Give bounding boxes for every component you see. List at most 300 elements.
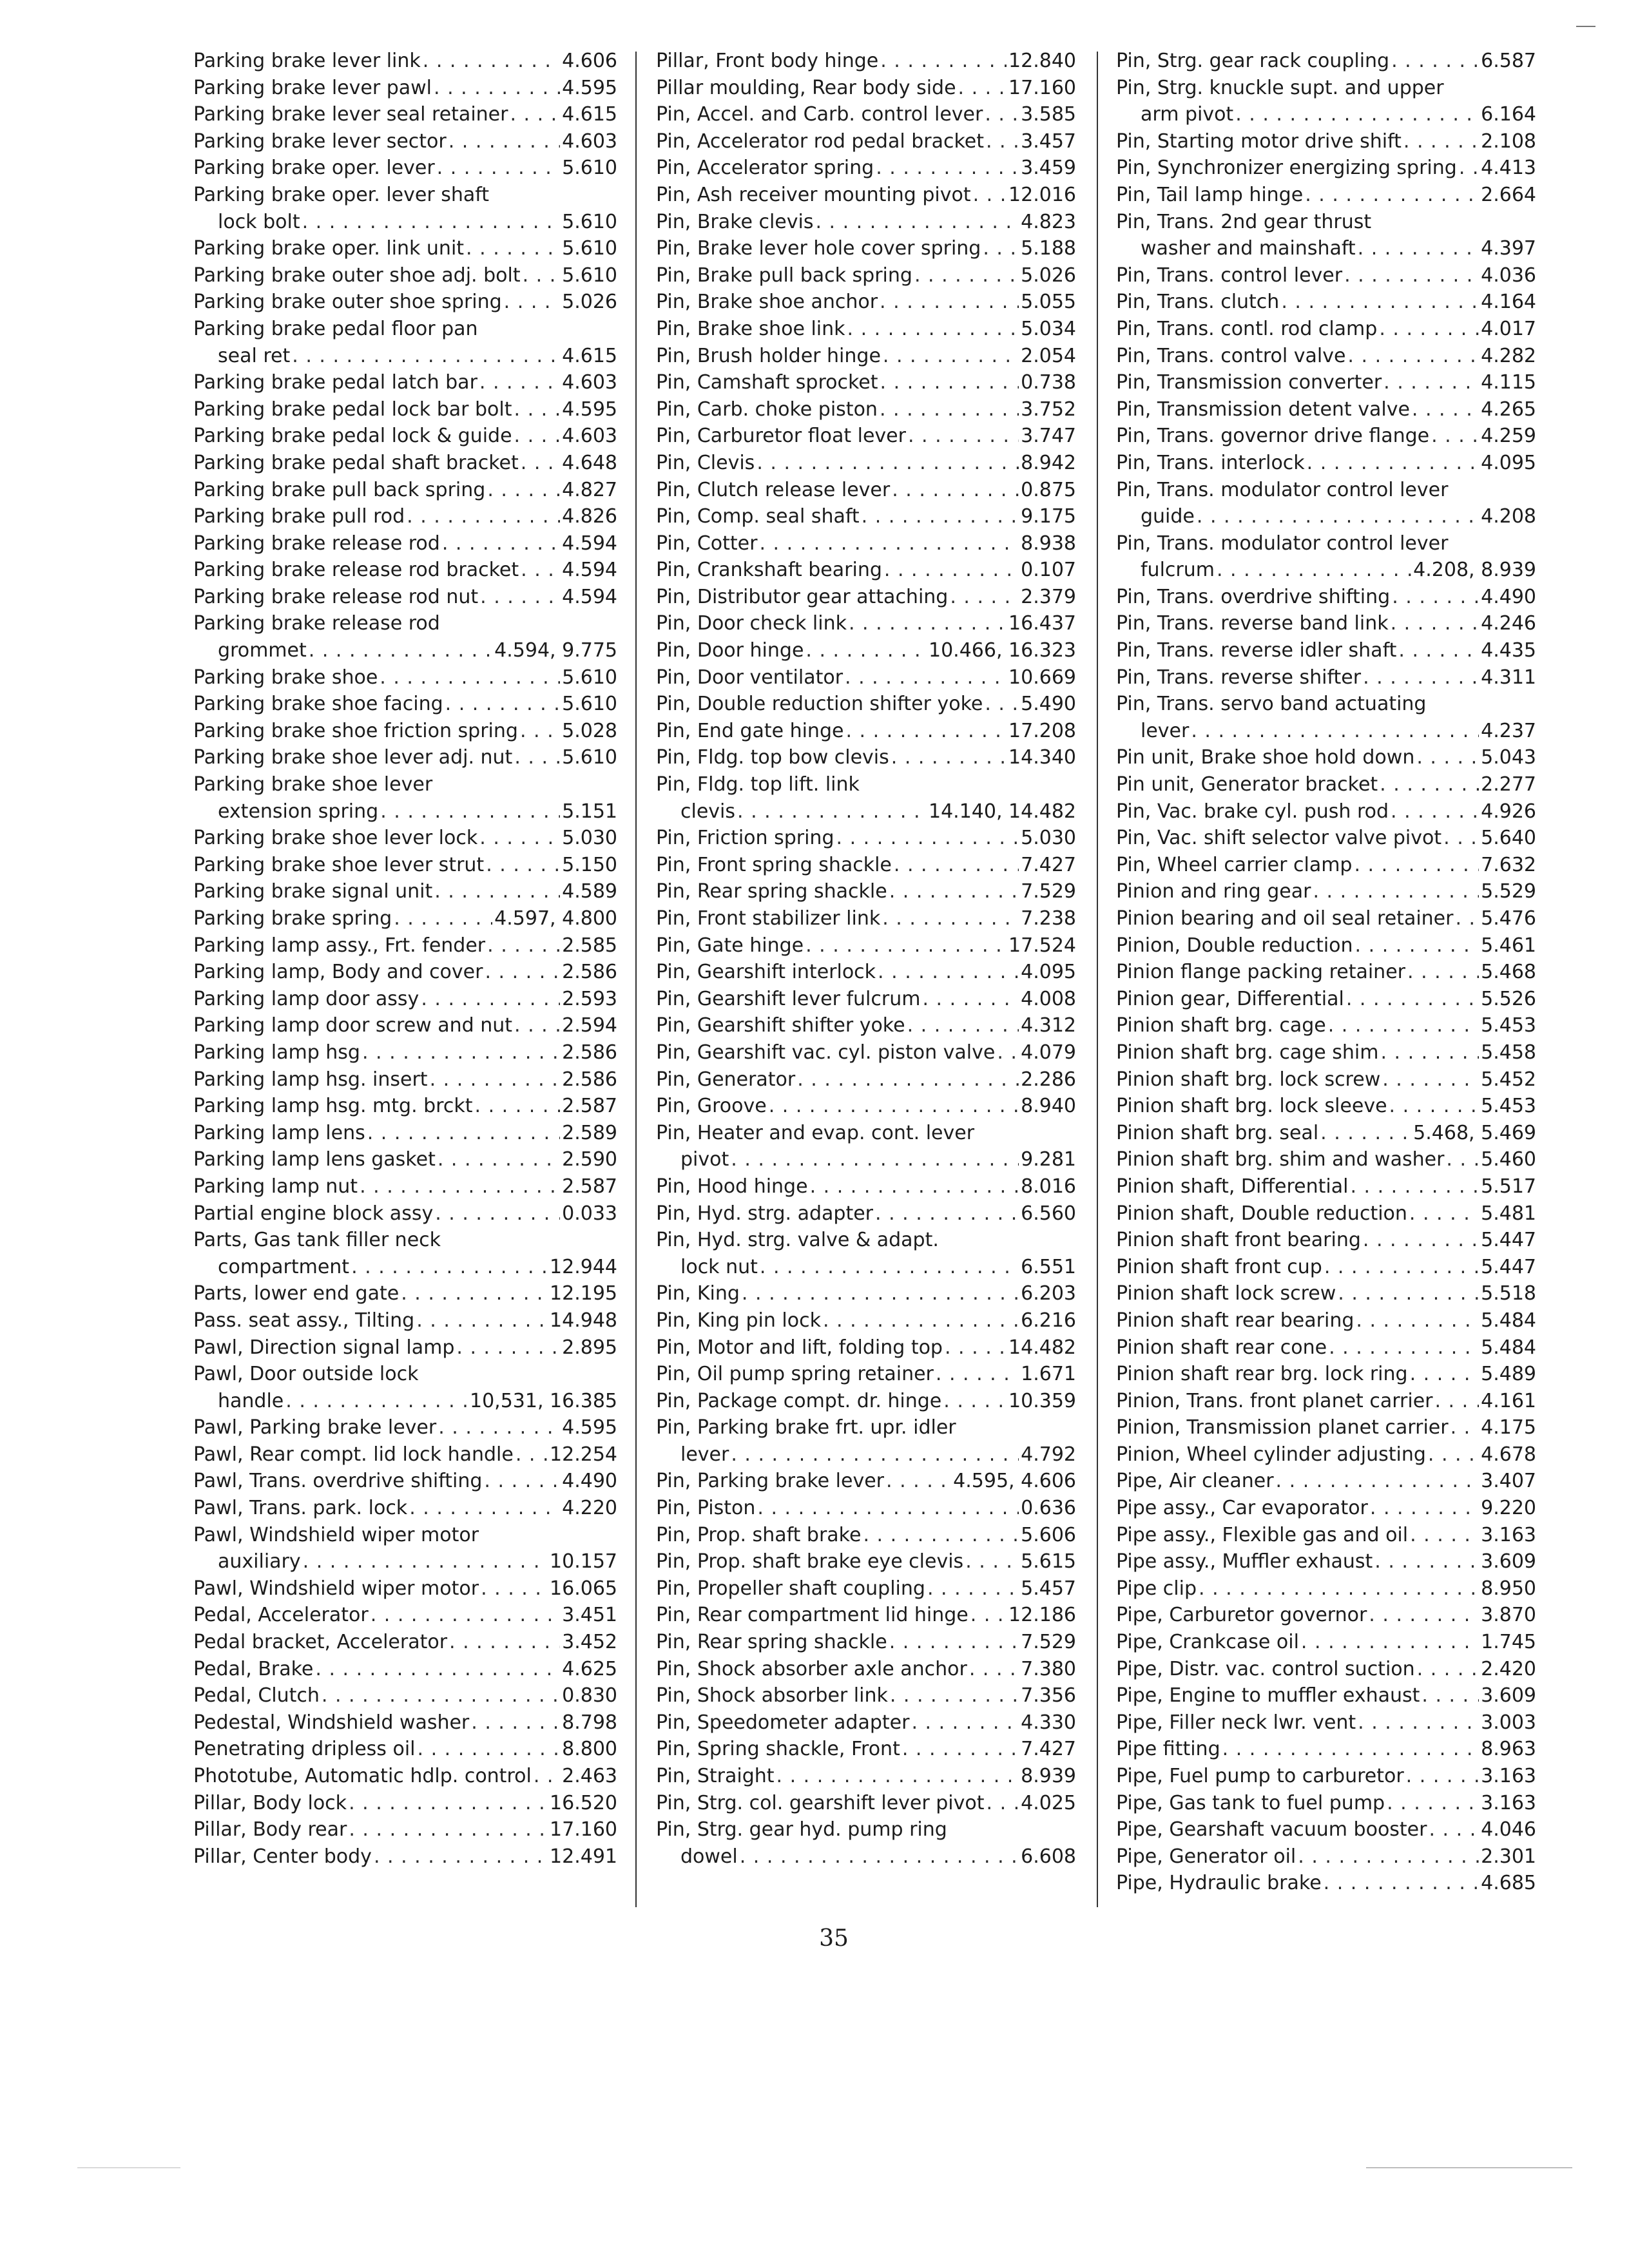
dot-leader bbox=[950, 584, 1019, 611]
entry-label: Pinion, Wheel cylinder adjusting bbox=[1116, 1443, 1426, 1466]
dot-leader bbox=[1324, 1870, 1479, 1897]
entry-label: Parking brake outer shoe adj. bolt bbox=[193, 264, 521, 287]
entry-label: Parking brake lever sector bbox=[193, 130, 447, 153]
entry-page-ref: 5.484 bbox=[1481, 1309, 1536, 1332]
entry-page-ref: 4.826 bbox=[562, 505, 617, 528]
entry-page-ref: 17.160 bbox=[1008, 76, 1076, 99]
index-entry bbox=[1116, 1227, 1536, 1254]
index-entry bbox=[656, 1066, 1076, 1093]
index-column-2 bbox=[656, 48, 1076, 1870]
entry-page-ref: 2.587 bbox=[562, 1175, 617, 1198]
entry-label: Pin, Propeller shaft coupling bbox=[656, 1577, 925, 1600]
index-entry bbox=[1116, 1146, 1536, 1173]
entry-label: Pin, Rear spring shackle bbox=[656, 880, 887, 903]
entry-page-ref: 5.043 bbox=[1481, 746, 1536, 769]
entry-page-ref: 5.030 bbox=[562, 827, 617, 850]
entry-label-continued: lock bolt bbox=[218, 210, 300, 233]
scan-mark bbox=[1366, 2167, 1572, 2168]
entry-page-ref: 14.140, 14.482 bbox=[928, 800, 1076, 823]
entry-label: Pin, Starting motor drive shift bbox=[1116, 130, 1402, 153]
dot-leader bbox=[445, 691, 560, 718]
entry-label: Pin, Accel. and Carb. control lever bbox=[656, 103, 983, 126]
index-entry bbox=[193, 369, 617, 396]
dot-leader bbox=[514, 744, 560, 771]
index-entry bbox=[1116, 1656, 1536, 1683]
entry-label-continued: seal ret bbox=[218, 344, 291, 367]
entry-page-ref: 7.238 bbox=[1021, 907, 1076, 930]
entry-label: Pinion shaft rear bearing bbox=[1116, 1309, 1354, 1332]
index-entry bbox=[193, 852, 617, 879]
index-entry bbox=[1116, 771, 1536, 798]
index-entry bbox=[1116, 262, 1536, 289]
index-entry bbox=[193, 1173, 617, 1200]
index-entry bbox=[656, 1280, 1076, 1307]
index-entry bbox=[193, 477, 617, 504]
dot-leader bbox=[890, 1682, 1019, 1709]
entry-page-ref: 4.208 bbox=[1481, 505, 1536, 528]
entry-page-ref: 2.587 bbox=[562, 1095, 617, 1118]
entry-label: Pin, Distributor gear attaching bbox=[656, 585, 949, 608]
entry-label: Pin, Front spring shackle bbox=[656, 853, 892, 876]
entry-page-ref: 5.615 bbox=[1021, 1550, 1076, 1573]
dot-leader bbox=[1305, 182, 1479, 209]
dot-leader bbox=[362, 1039, 560, 1066]
entry-page-ref: 5.610 bbox=[562, 746, 617, 769]
dot-leader bbox=[1451, 1414, 1480, 1441]
index-entry bbox=[1116, 905, 1536, 932]
index-entry bbox=[656, 1629, 1076, 1656]
index-entry bbox=[193, 1816, 617, 1843]
entry-page-ref: 3.407 bbox=[1481, 1470, 1536, 1493]
entry-page-ref: 4.603 bbox=[562, 425, 617, 448]
dot-leader bbox=[1347, 343, 1479, 370]
dot-leader bbox=[1422, 1682, 1479, 1709]
entry-label: Pin, Front stabilizer link bbox=[656, 907, 881, 930]
entry-page-ref: 2.586 bbox=[562, 1041, 617, 1064]
entry-label: Pinion shaft brg. cage bbox=[1116, 1014, 1326, 1037]
entry-label: Pin, Strg. col. gearshift lever pivot bbox=[656, 1791, 985, 1814]
entry-label: Parking brake pedal floor pan bbox=[193, 317, 478, 340]
entry-page-ref: 2.277 bbox=[1481, 773, 1536, 796]
dot-leader bbox=[1328, 1012, 1479, 1039]
entry-page-ref: 4.246 bbox=[1481, 612, 1536, 635]
dot-leader bbox=[1191, 718, 1479, 745]
entry-page-ref: 2.594 bbox=[562, 1014, 617, 1037]
entry-label: Parking brake shoe lever adj. nut bbox=[193, 746, 513, 769]
dot-leader bbox=[882, 905, 1019, 932]
entry-label: Pin, Door check link bbox=[656, 612, 847, 635]
entry-page-ref: 16.437 bbox=[1008, 612, 1076, 635]
dot-leader bbox=[1374, 1548, 1479, 1575]
entry-label: Pin, Trans. modulator control lever bbox=[1116, 532, 1449, 555]
entry-label: Parking brake pedal lock & guide bbox=[193, 425, 512, 448]
entry-page-ref: 4.220 bbox=[562, 1497, 617, 1520]
dot-leader bbox=[1313, 878, 1479, 905]
entry-label: Pin, Spring shackle, Front bbox=[656, 1738, 900, 1761]
index-entry bbox=[1116, 1012, 1536, 1039]
entry-label: Pipe assy., Flexible gas and oil bbox=[1116, 1523, 1409, 1546]
index-entry bbox=[656, 637, 1076, 664]
entry-page-ref: 5.468 bbox=[1481, 961, 1536, 984]
entry-label-continued: lever bbox=[1141, 719, 1190, 742]
entry-page-ref: 4.175 bbox=[1481, 1416, 1536, 1439]
index-entry bbox=[1116, 1066, 1536, 1093]
entry-label: Pawl, Windshield wiper motor bbox=[193, 1577, 479, 1600]
entry-page-ref: 4.603 bbox=[562, 371, 617, 394]
entry-label: Pin, Prop. shaft brake bbox=[656, 1523, 862, 1546]
dot-leader bbox=[1197, 503, 1479, 530]
dot-leader bbox=[371, 1602, 560, 1629]
index-entry bbox=[656, 101, 1076, 128]
dot-leader bbox=[1392, 584, 1479, 611]
index-entry bbox=[193, 1843, 617, 1870]
entry-label: Pin unit, Brake shoe hold down bbox=[1116, 746, 1415, 769]
index-entry bbox=[193, 718, 617, 745]
entry-label: Pin, Trans. interlock bbox=[1116, 451, 1305, 474]
index-entry bbox=[1116, 289, 1536, 316]
dot-leader bbox=[523, 262, 561, 289]
entry-label: Parking brake lever pawl bbox=[193, 76, 432, 99]
dot-leader bbox=[880, 48, 1007, 75]
entry-page-ref: 4.589 bbox=[562, 880, 617, 903]
entry-label: Pinion shaft front cup bbox=[1116, 1255, 1322, 1278]
index-entry bbox=[656, 584, 1076, 611]
entry-label: Pipe clip bbox=[1116, 1577, 1197, 1600]
entry-page-ref: 4.237 bbox=[1481, 719, 1536, 742]
index-entry bbox=[656, 1334, 1076, 1361]
dot-leader bbox=[849, 610, 1007, 637]
entry-page-ref: 3.870 bbox=[1481, 1604, 1536, 1627]
index-entry bbox=[193, 316, 617, 369]
index-entry bbox=[1116, 1629, 1536, 1656]
entry-label: Parking lamp door assy bbox=[193, 987, 419, 1010]
entry-page-ref: 5.481 bbox=[1481, 1202, 1536, 1225]
entry-page-ref: 4.330 bbox=[1021, 1711, 1076, 1734]
entry-label: Pin, Straight bbox=[656, 1765, 775, 1787]
index-entry bbox=[1116, 610, 1536, 637]
entry-label-continued: compartment bbox=[218, 1255, 350, 1278]
index-entry bbox=[656, 75, 1076, 102]
entry-label: Phototube, Automatic hdlp. control bbox=[193, 1765, 532, 1787]
dot-leader bbox=[1380, 771, 1479, 798]
entry-page-ref: 7.380 bbox=[1021, 1657, 1076, 1680]
entry-label: Pin, Trans. contl. rod clamp bbox=[1116, 317, 1378, 340]
dot-leader bbox=[1369, 1602, 1479, 1629]
index-entry bbox=[193, 1763, 617, 1790]
index-entry bbox=[656, 1173, 1076, 1200]
dot-leader bbox=[1446, 1146, 1479, 1173]
entry-label: Parking brake release rod bbox=[193, 532, 440, 555]
index-entry bbox=[193, 1790, 617, 1817]
entry-page-ref: 4.311 bbox=[1481, 666, 1536, 689]
index-entry bbox=[193, 584, 617, 611]
dot-leader bbox=[367, 1120, 560, 1147]
dot-leader bbox=[475, 1093, 561, 1120]
entry-page-ref: 5.529 bbox=[1481, 880, 1536, 903]
entry-page-ref: 5.453 bbox=[1481, 1014, 1536, 1037]
index-entry bbox=[1116, 450, 1536, 477]
entry-label: Pin, Trans. modulator control lever bbox=[1116, 478, 1449, 501]
entry-label: Pin, Trans. control lever bbox=[1116, 264, 1343, 287]
entry-page-ref: 10.669 bbox=[1008, 666, 1076, 689]
dot-leader bbox=[466, 235, 560, 262]
entry-page-ref: 3.163 bbox=[1481, 1791, 1536, 1814]
dot-leader bbox=[510, 101, 560, 128]
entry-page-ref: 4.625 bbox=[562, 1657, 617, 1680]
index-column-3 bbox=[1116, 48, 1536, 1897]
dot-leader bbox=[449, 1629, 560, 1656]
entry-page-ref: 6.560 bbox=[1021, 1202, 1076, 1225]
index-entry bbox=[656, 771, 1076, 825]
dot-leader bbox=[456, 1334, 560, 1361]
dot-leader bbox=[1338, 1280, 1479, 1307]
index-entry bbox=[1116, 798, 1536, 825]
dot-leader bbox=[862, 503, 1019, 530]
entry-page-ref: 4.792 bbox=[1021, 1443, 1076, 1466]
entry-page-ref: 3.752 bbox=[1021, 398, 1076, 421]
index-entry bbox=[656, 1495, 1076, 1522]
dot-leader bbox=[1416, 744, 1479, 771]
entry-label: Penetrating dripless oil bbox=[193, 1738, 416, 1761]
entry-label: Pin, Ash receiver mounting pivot bbox=[656, 183, 971, 206]
entry-page-ref: 8.800 bbox=[562, 1738, 617, 1761]
dot-leader bbox=[1346, 986, 1479, 1013]
index-entry bbox=[656, 343, 1076, 370]
entry-page-ref: 2.589 bbox=[562, 1121, 617, 1144]
entry-page-ref: 7.529 bbox=[1021, 880, 1076, 903]
index-entry bbox=[193, 771, 617, 825]
dot-leader bbox=[1199, 1575, 1479, 1602]
entry-label: Pedal, Accelerator bbox=[193, 1604, 369, 1627]
dot-leader bbox=[471, 1709, 560, 1736]
entry-page-ref: 3.459 bbox=[1021, 157, 1076, 180]
entry-label-continued: grommet bbox=[218, 639, 307, 662]
entry-page-ref: 2.286 bbox=[1021, 1068, 1076, 1091]
entry-label-continued: arm pivot bbox=[1141, 103, 1234, 126]
entry-label-continued: fulcrum bbox=[1141, 559, 1215, 582]
dot-leader bbox=[880, 289, 1019, 316]
index-entry bbox=[193, 182, 617, 235]
dot-leader bbox=[1428, 1441, 1479, 1468]
index-entry bbox=[193, 959, 617, 986]
dot-leader bbox=[315, 1656, 560, 1683]
entry-page-ref: 4.603 bbox=[562, 130, 617, 153]
entry-label: Pin, Wheel carrier clamp bbox=[1116, 853, 1353, 876]
index-entry bbox=[1116, 1414, 1536, 1441]
index-entry bbox=[1116, 959, 1536, 986]
entry-label: Parking brake shoe friction spring bbox=[193, 719, 518, 742]
entry-label: Pin, Parking brake frt. upr. idler bbox=[656, 1416, 956, 1439]
index-entry bbox=[656, 1575, 1076, 1602]
dot-leader bbox=[1391, 798, 1479, 825]
dot-leader bbox=[927, 1575, 1019, 1602]
entry-label: Pillar, Body rear bbox=[193, 1818, 347, 1841]
entry-page-ref: 1.745 bbox=[1481, 1631, 1536, 1654]
entry-label: Pin, Crankshaft bearing bbox=[656, 559, 882, 582]
entry-label: Pedal, Clutch bbox=[193, 1684, 320, 1707]
entry-page-ref: 5.188 bbox=[1021, 237, 1076, 260]
entry-label: Parking brake pull rod bbox=[193, 505, 405, 528]
entry-page-ref: 4.095 bbox=[1481, 451, 1536, 474]
entry-page-ref: 12.254 bbox=[550, 1443, 617, 1466]
entry-page-ref: 4.312 bbox=[1021, 1014, 1076, 1037]
entry-label: Pin, Comp. seal shaft bbox=[656, 505, 860, 528]
entry-label-continued: clevis bbox=[680, 800, 736, 823]
entry-label: Pipe, Carburetor governor bbox=[1116, 1604, 1367, 1627]
entry-label: Parking brake shoe facing bbox=[193, 693, 443, 716]
index-entry bbox=[193, 1736, 617, 1763]
entry-page-ref: 0.636 bbox=[1021, 1497, 1076, 1520]
entry-label: Pin, Generator bbox=[656, 1068, 796, 1091]
index-entry bbox=[1116, 1334, 1536, 1361]
dot-leader bbox=[448, 128, 560, 155]
dot-leader bbox=[740, 1843, 1019, 1870]
entry-page-ref: 3.163 bbox=[1481, 1765, 1536, 1787]
entry-label: Pedal, Brake bbox=[193, 1657, 314, 1680]
dot-leader bbox=[760, 1254, 1019, 1281]
entry-page-ref: 5.447 bbox=[1481, 1229, 1536, 1252]
dot-leader bbox=[481, 1575, 548, 1602]
entry-page-ref: 4.017 bbox=[1481, 317, 1536, 340]
entry-page-ref: 3.163 bbox=[1481, 1523, 1536, 1546]
entry-label-continued: extension spring bbox=[218, 800, 379, 823]
index-entry bbox=[656, 691, 1076, 718]
index-entry bbox=[656, 905, 1076, 932]
dot-leader bbox=[434, 878, 560, 905]
entry-label: Pawl, Trans. overdrive shifting bbox=[193, 1470, 483, 1493]
dot-leader bbox=[521, 450, 560, 477]
dot-leader bbox=[349, 1816, 548, 1843]
entry-label: Pin, Synchronizer energizing spring bbox=[1116, 157, 1457, 180]
index-entry bbox=[656, 825, 1076, 852]
entry-page-ref: 4.685 bbox=[1481, 1872, 1536, 1895]
index-entry bbox=[1116, 209, 1536, 262]
entry-label: Parking lamp lens bbox=[193, 1121, 365, 1144]
entry-label: Pin, Accelerator rod pedal bracket bbox=[656, 130, 984, 153]
entry-page-ref: 17.524 bbox=[1008, 934, 1076, 957]
entry-page-ref: 12.186 bbox=[1008, 1604, 1076, 1627]
entry-label: Parking brake signal unit bbox=[193, 880, 433, 903]
index-entry bbox=[193, 1280, 617, 1307]
index-entry bbox=[656, 1682, 1076, 1709]
entry-page-ref: 6.587 bbox=[1481, 50, 1536, 72]
entry-label: Pin, Trans. reverse band link bbox=[1116, 612, 1389, 635]
dot-leader bbox=[534, 1763, 560, 1790]
entry-page-ref: 3.585 bbox=[1021, 103, 1076, 126]
entry-label: Parking brake release rod bracket bbox=[193, 559, 519, 582]
entry-label: Pin, Carb. choke piston bbox=[656, 398, 878, 421]
dot-leader bbox=[880, 396, 1019, 423]
dot-leader bbox=[892, 477, 1019, 504]
dot-leader bbox=[430, 1066, 561, 1093]
index-entry bbox=[656, 477, 1076, 504]
entry-page-ref: 9.220 bbox=[1481, 1497, 1536, 1520]
entry-page-ref: 5.526 bbox=[1481, 987, 1536, 1010]
entry-page-ref: 4.208, 8.939 bbox=[1413, 559, 1536, 582]
entry-label: Pipe, Generator oil bbox=[1116, 1845, 1296, 1868]
entry-page-ref: 4.594 bbox=[562, 585, 617, 608]
index-entry bbox=[1116, 1575, 1536, 1602]
entry-page-ref: 5.151 bbox=[562, 800, 617, 823]
entry-page-ref: 4.079 bbox=[1021, 1041, 1076, 1064]
entry-page-ref: 4.115 bbox=[1481, 371, 1536, 394]
entry-page-ref: 4.615 bbox=[562, 103, 617, 126]
dot-leader bbox=[1344, 262, 1479, 289]
index-entry bbox=[656, 932, 1076, 959]
entry-page-ref: 5.028 bbox=[562, 719, 617, 742]
index-entry bbox=[193, 423, 617, 450]
entry-label: Parking brake shoe lever lock bbox=[193, 827, 478, 850]
index-entry bbox=[193, 1522, 617, 1575]
entry-page-ref: 2.585 bbox=[562, 934, 617, 957]
entry-label: Pipe, Gas tank to fuel pump bbox=[1116, 1791, 1385, 1814]
entry-page-ref: 5.030 bbox=[1021, 827, 1076, 850]
dot-leader bbox=[514, 1012, 560, 1039]
entry-page-ref: 5.468, 5.469 bbox=[1413, 1121, 1536, 1144]
index-entry bbox=[1116, 1682, 1536, 1709]
entry-page-ref: 2.108 bbox=[1481, 130, 1536, 153]
entry-label: Pin, Trans. clutch bbox=[1116, 291, 1280, 314]
dot-leader bbox=[407, 503, 560, 530]
entry-page-ref: 4.678 bbox=[1481, 1443, 1536, 1466]
entry-label: Pinion shaft brg. shim and washer bbox=[1116, 1148, 1445, 1171]
entry-label: Pipe assy., Car evaporator bbox=[1116, 1497, 1368, 1520]
index-entry bbox=[656, 423, 1076, 450]
dot-leader bbox=[907, 1012, 1019, 1039]
entry-label: Pin, Door hinge bbox=[656, 639, 804, 662]
dot-leader bbox=[486, 852, 560, 879]
index-entry bbox=[656, 1361, 1076, 1388]
entry-page-ref: 4.595 bbox=[562, 1416, 617, 1439]
dot-leader bbox=[1389, 1093, 1480, 1120]
index-entry bbox=[656, 128, 1076, 155]
index-entry bbox=[1116, 75, 1536, 128]
index-entry bbox=[656, 530, 1076, 557]
entry-label: Pin, Speedometer adapter bbox=[656, 1711, 910, 1734]
entry-page-ref: 9.175 bbox=[1021, 505, 1076, 528]
dot-leader bbox=[731, 1441, 1019, 1468]
index-entry bbox=[656, 316, 1076, 343]
dot-leader bbox=[435, 1200, 560, 1227]
dot-leader bbox=[769, 1093, 1019, 1120]
dot-leader bbox=[514, 423, 561, 450]
index-entry bbox=[193, 75, 617, 102]
entry-label: Pin, Piston bbox=[656, 1497, 756, 1520]
scan-mark bbox=[1576, 26, 1595, 27]
dot-leader bbox=[1382, 1066, 1479, 1093]
dot-leader bbox=[360, 1173, 560, 1200]
entry-label: Pillar, Front body hinge bbox=[656, 50, 879, 72]
index-entry bbox=[193, 1682, 617, 1709]
index-entry bbox=[1116, 48, 1536, 75]
index-entry bbox=[1116, 1468, 1536, 1495]
entry-label-continued: lever bbox=[680, 1443, 729, 1466]
dot-leader bbox=[731, 1146, 1019, 1173]
dot-leader bbox=[1429, 1816, 1479, 1843]
index-entry bbox=[193, 1200, 617, 1227]
index-entry bbox=[656, 1763, 1076, 1790]
index-entry bbox=[193, 155, 617, 182]
dot-leader bbox=[1356, 1307, 1479, 1334]
entry-page-ref: 2.586 bbox=[562, 1068, 617, 1091]
entry-label: Pin, Fldg. top lift. link bbox=[656, 773, 860, 796]
index-entry bbox=[1116, 932, 1536, 959]
entry-label: Parking brake outer shoe spring bbox=[193, 291, 502, 314]
index-entry bbox=[193, 1039, 617, 1066]
dot-leader bbox=[514, 396, 561, 423]
dot-leader bbox=[965, 1548, 1019, 1575]
entry-label: Pinion shaft brg. lock screw bbox=[1116, 1068, 1381, 1091]
